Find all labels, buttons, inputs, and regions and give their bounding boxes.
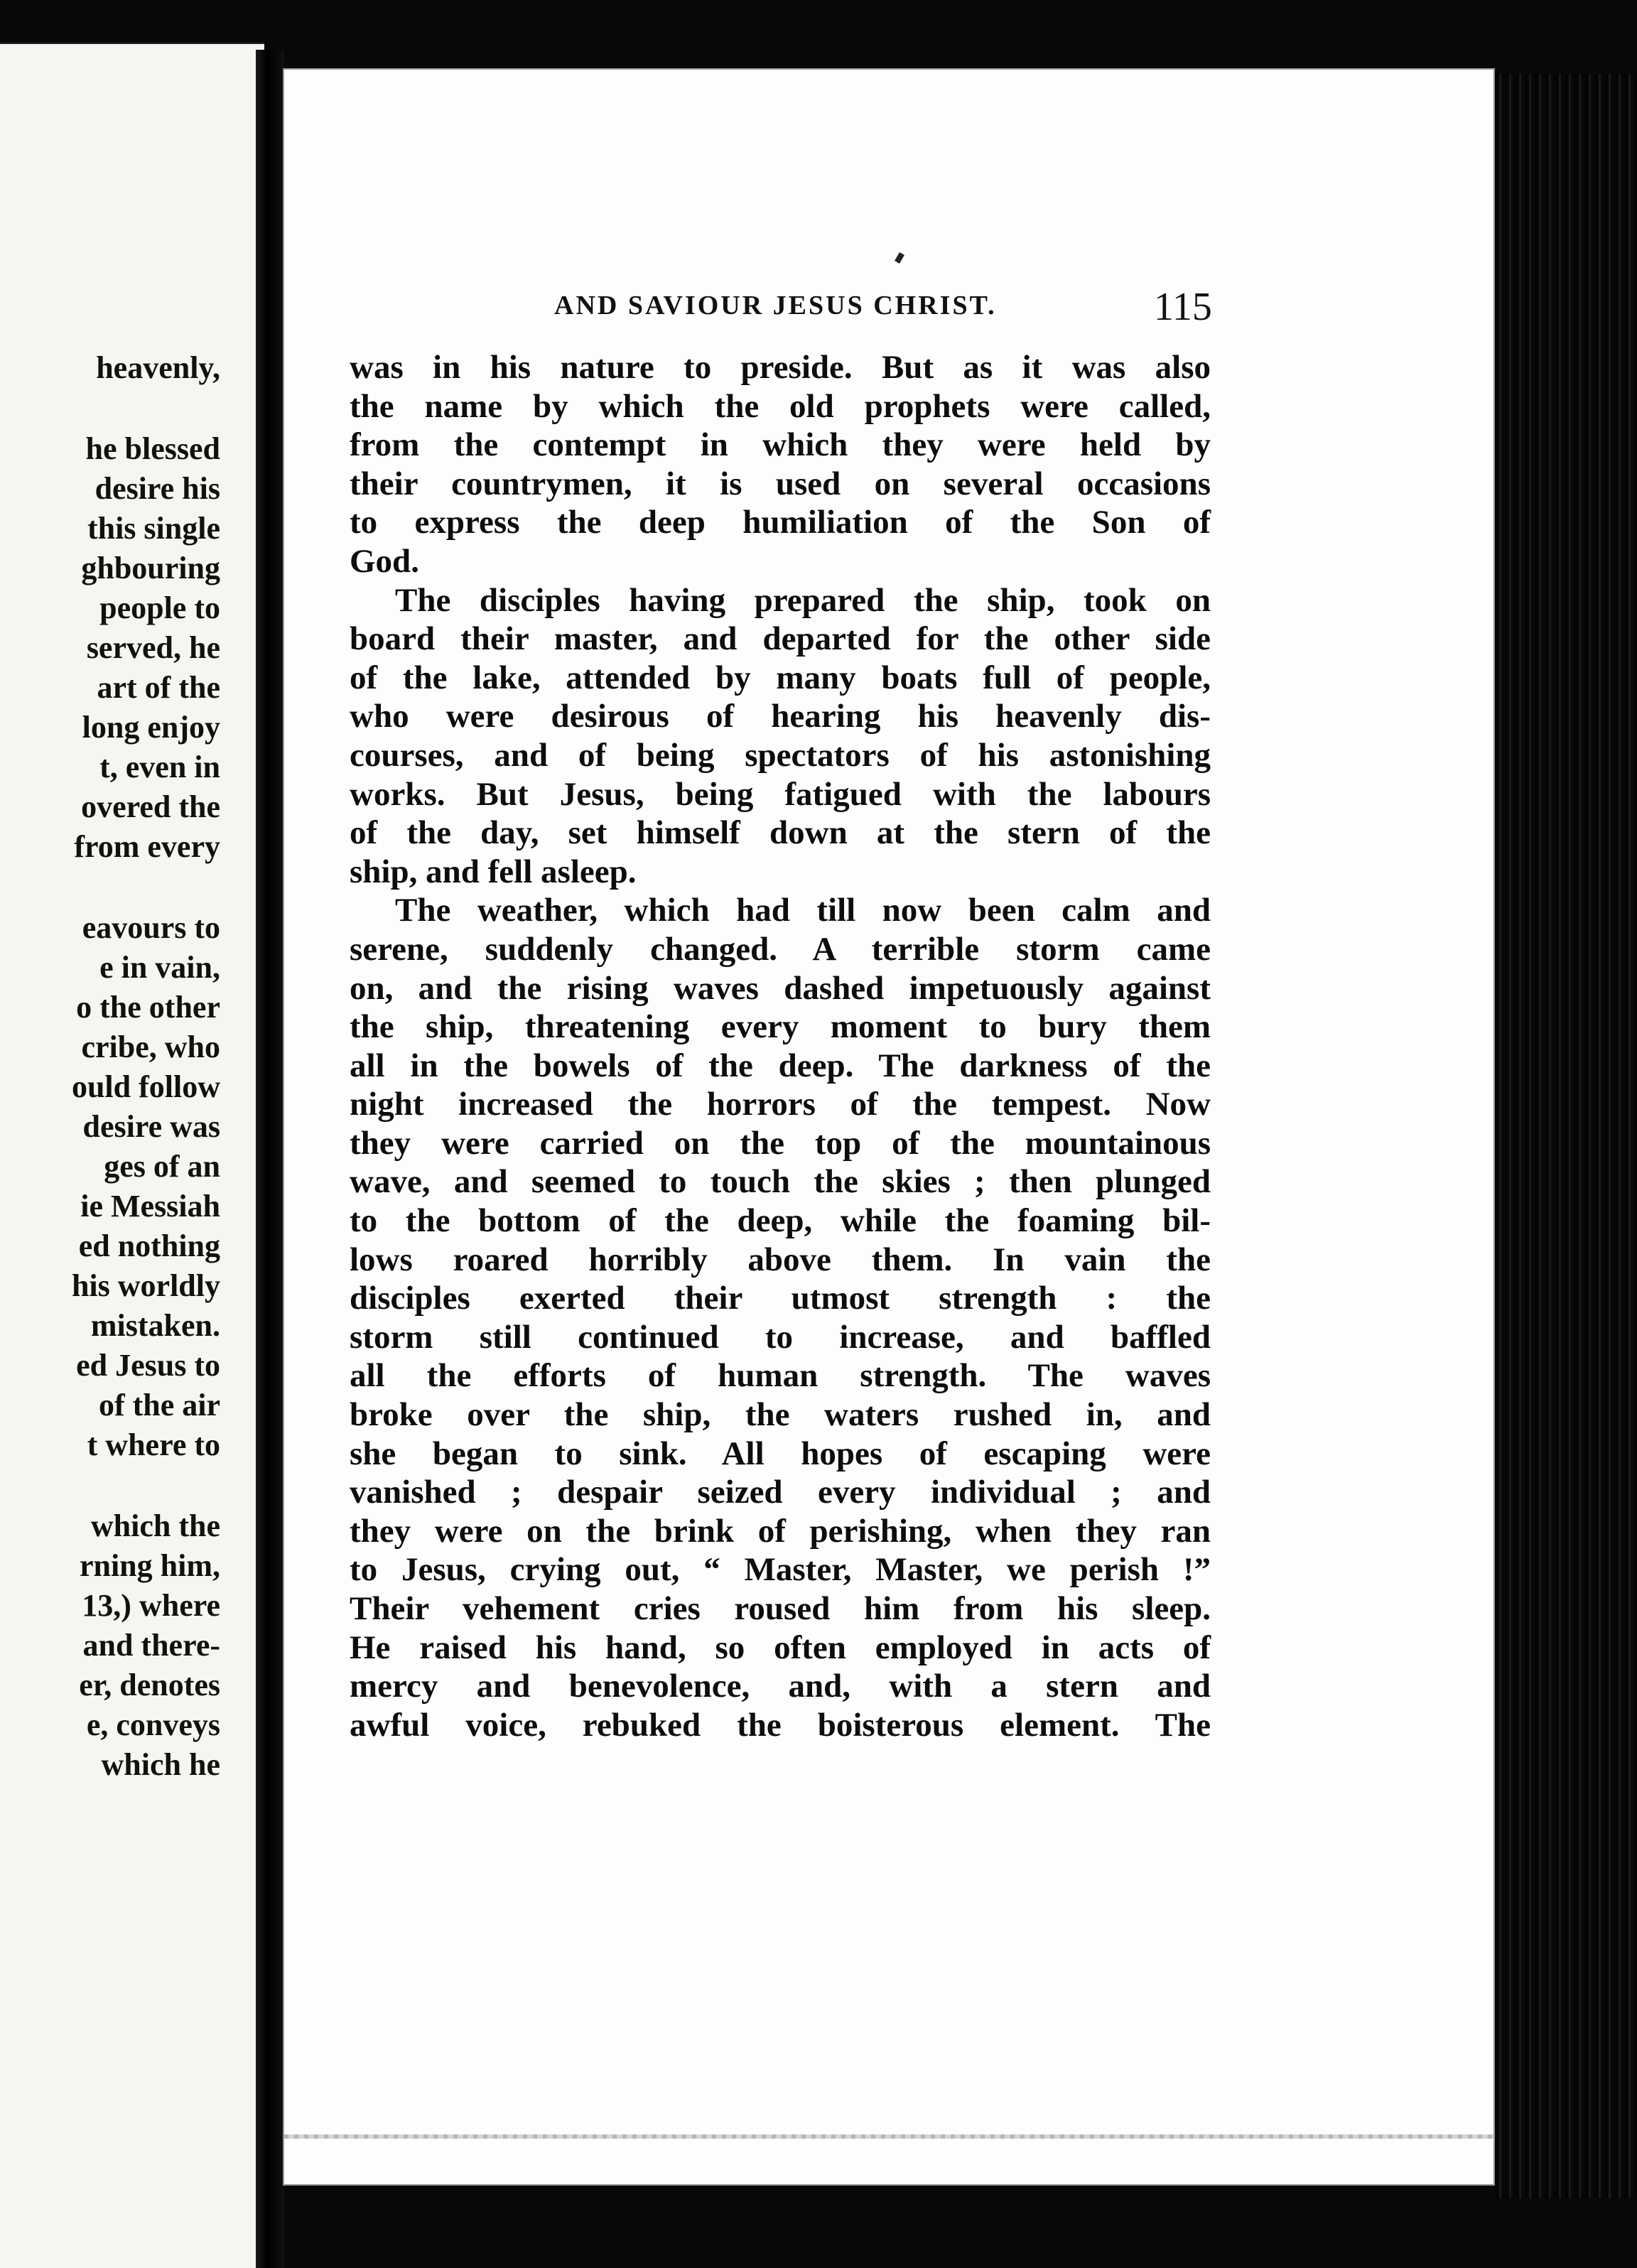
book-page-edges: [1495, 74, 1637, 2198]
text-line: ship, and fell asleep.: [350, 853, 637, 890]
text-line: The weather, which had till now been calm and: [395, 892, 1211, 929]
left-line: this single: [87, 511, 220, 546]
text-line: The disciples having prepared the ship, took on: [395, 581, 1211, 619]
text-line: night increased the horrors of the tempest. Now: [350, 1086, 1211, 1123]
text-line: wave, and seemed to touch the skies ; then plunged: [350, 1163, 1211, 1201]
text-line: He raised his hand, so often employed in acts of: [350, 1629, 1211, 1666]
text-line: lows roared horribly above them. In vain the: [350, 1241, 1211, 1278]
text-line: of the day, set himself down at the stern of the: [350, 814, 1211, 852]
text-line: the ship, threatening every moment to bury them: [350, 1008, 1211, 1046]
left-facing-page: [0, 43, 264, 2268]
text-line: to the bottom of the deep, while the foaming bil-: [350, 1202, 1211, 1240]
left-line: ould follow: [71, 1069, 220, 1104]
text-line: serene, suddenly changed. A terrible storm came: [350, 930, 1211, 968]
running-head: AND SAVIOUR JESUS CHRIST.: [554, 291, 997, 320]
text-line: to Jesus, crying out, “ Master, Master, we perish !”: [350, 1551, 1211, 1589]
left-line: t where to: [87, 1427, 220, 1462]
left-line: desire his: [94, 471, 220, 506]
left-page-text: [0, 348, 220, 1785]
left-line: of the air: [98, 1388, 220, 1422]
left-line: ed nothing: [78, 1228, 220, 1263]
left-line: served, he: [86, 630, 220, 665]
text-line: they were carried on the top of the mountainous: [350, 1124, 1211, 1162]
left-line: e in vain,: [99, 950, 220, 985]
text-line: of the lake, attended by many boats full of people,: [350, 659, 1211, 696]
left-line: ghbouring: [81, 551, 220, 585]
text-line: was in his nature to preside. But as it was also: [350, 349, 1211, 386]
text-line: broke over the ship, the waters rushed in, and: [350, 1396, 1211, 1434]
left-line: 13,) where: [82, 1588, 220, 1623]
left-line: his worldly: [71, 1268, 220, 1303]
text-line: they were on the brink of perishing, when they ran: [350, 1512, 1211, 1550]
left-line: people to: [99, 590, 220, 625]
left-line: heavenly,: [96, 350, 220, 385]
text-line: courses, and of being spectators of his astonishing: [350, 736, 1211, 774]
left-line: e, conveys: [86, 1707, 220, 1742]
text-line: board their master, and departed for the other side: [350, 620, 1211, 658]
text-line: from the contempt in which they were held by: [350, 426, 1211, 464]
left-line: art of the: [97, 670, 220, 705]
text-line: who were desirous of hearing his heavenly dis-: [350, 698, 1211, 735]
text-line: their countrymen, it is used on several occasions: [350, 465, 1211, 502]
left-line: eavours to: [82, 910, 220, 945]
body-text: [350, 348, 1211, 1744]
text-line: the name by which the old prophets were called,: [350, 387, 1211, 425]
text-line: on, and the rising waves dashed impetuously against: [350, 969, 1211, 1007]
left-line: which he: [101, 1747, 220, 1782]
text-line: works. But Jesus, being fatigued with the labours: [350, 775, 1211, 813]
left-line: long enjoy: [82, 710, 220, 745]
text-line: mercy and benevolence, and, with a stern and: [350, 1668, 1211, 1705]
text-line: Their vehement cries roused him from his sleep.: [350, 1590, 1211, 1627]
left-line: desire was: [82, 1109, 220, 1144]
text-line: all the efforts of human strength. The waves: [350, 1357, 1211, 1395]
left-line: he blessed: [85, 431, 220, 466]
book-gutter: [256, 50, 284, 2268]
left-line: cribe, who: [81, 1030, 220, 1064]
text-line: awful voice, rebuked the boisterous element. The: [350, 1706, 1211, 1744]
page-bottom-edge: [284, 2134, 1493, 2139]
left-line: overed the: [81, 789, 220, 824]
left-line: ed Jesus to: [76, 1348, 220, 1383]
left-line: and there-: [82, 1628, 220, 1663]
left-line: from every: [74, 829, 220, 864]
page-number: 115: [1154, 285, 1212, 329]
text-line: vanished ; despair seized every individual ; and: [350, 1474, 1211, 1511]
left-line: rning him,: [79, 1548, 220, 1583]
text-line: disciples exerted their utmost strength : the: [350, 1280, 1211, 1317]
left-line: t, even in: [99, 750, 220, 784]
text-line: God.: [350, 542, 419, 580]
left-line: o the other: [76, 990, 220, 1025]
left-line: ges of an: [104, 1149, 220, 1184]
left-line: er, denotes: [79, 1668, 220, 1702]
text-line: all in the bowels of the deep. The darkness of the: [350, 1047, 1211, 1084]
left-line: mistaken.: [90, 1308, 220, 1343]
text-line: she began to sink. All hopes of escaping were: [350, 1435, 1211, 1472]
text-line: to express the deep humiliation of the Son of: [350, 504, 1211, 541]
left-line: which the: [90, 1508, 220, 1543]
left-line: ie Messiah: [80, 1189, 220, 1224]
text-line: storm still continued to increase, and baffled: [350, 1318, 1211, 1356]
